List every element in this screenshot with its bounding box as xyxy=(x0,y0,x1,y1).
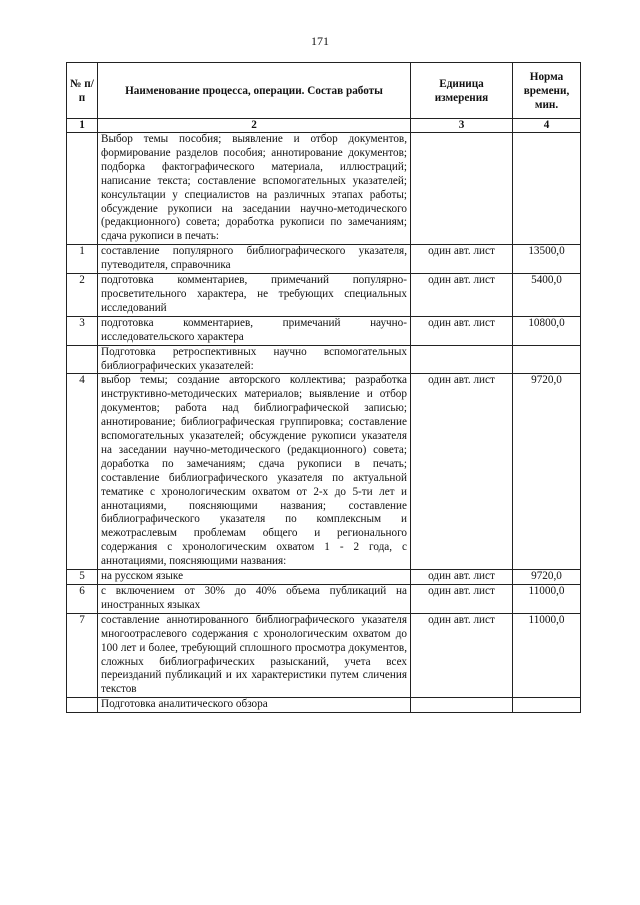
row-description: Подготовка ретроспективных научно вспомогательных библиографических указателей: xyxy=(98,345,411,374)
row-number xyxy=(67,133,98,245)
table-row xyxy=(67,698,581,713)
table-row xyxy=(67,613,581,697)
row-description: с включением от 30% до 40% объема публикаций на иностранных языках xyxy=(98,585,411,614)
row-number xyxy=(67,698,98,713)
table-row xyxy=(67,345,581,374)
table-row xyxy=(67,585,581,614)
row-unit: один авт. лист xyxy=(411,274,513,317)
row-description: составление аннотированного библиографического указателя многоотраслевого содержания с хронологическим охватом до 100 лет и более, требующий сплошного просмотра документов, сложных библиографических разысканий, учета всех переизданий публикаций и их характеристики путем сличения текстов xyxy=(98,613,411,697)
row-number: 5 xyxy=(67,570,98,585)
row-number: 7 xyxy=(67,613,98,697)
row-description: подготовка комментариев, примечаний научно-исследовательского характера xyxy=(98,316,411,345)
table-row xyxy=(67,133,581,245)
row-norm: 11000,0 xyxy=(513,613,581,697)
header-norm: Норма времени, мин. xyxy=(513,63,581,119)
norms-table xyxy=(66,62,581,713)
header-num: № п/п xyxy=(67,63,98,119)
row-number xyxy=(67,345,98,374)
row-norm: 9720,0 xyxy=(513,570,581,585)
row-description: Подготовка аналитического обзора xyxy=(98,698,411,713)
row-number: 2 xyxy=(67,274,98,317)
row-norm: 10800,0 xyxy=(513,316,581,345)
column-index-row xyxy=(67,119,581,133)
row-norm: 5400,0 xyxy=(513,274,581,317)
table-row xyxy=(67,245,581,274)
table-header-row xyxy=(67,63,581,119)
row-unit: один авт. лист xyxy=(411,570,513,585)
row-description: выбор темы; создание авторского коллектива; разработка инструктивно-методических материалов; выявление и отбор документов; работа над библиографической записью; аннотирование; библиографическая группировка; составление вспомогательных указателей; обсуждение рукописи указателя на заседании научно-методического (редакционного) совета; доработка по замечаниям; сдача рукописи в печать; составление библиографического указателя по актуальной тематике с хронологическим охватом от 2-х до 5-ти лет и аннотациями, поясняющими названия; составление библиографического указателя по комплексным и межотраслевым проблемам общего и регионального содержания с хронологическим охватом 1 - 2 года, с аннотациями, поясняющими названия: xyxy=(98,374,411,570)
row-unit: один авт. лист xyxy=(411,245,513,274)
row-number: 3 xyxy=(67,316,98,345)
row-description: на русском языке xyxy=(98,570,411,585)
row-norm xyxy=(513,133,581,245)
table-row xyxy=(67,570,581,585)
column-index: 2 xyxy=(98,119,411,133)
row-description: Выбор темы пособия; выявление и отбор документов, формирование разделов пособия; аннотирование документов; подборка фактографического материала, иллюстраций; написание текста; составление вспомогательных указателей; консультации у специалистов на различных этапах работы; обсуждение рукописи на заседании научно-методического (редакционного) совета; доработка рукописи по замечаниям; сдача рукописи в печать: xyxy=(98,133,411,245)
row-description: подготовка комментариев, примечаний популярно-просветительного характера, не требующих специальных исследований xyxy=(98,274,411,317)
table-row xyxy=(67,316,581,345)
row-norm: 11000,0 xyxy=(513,585,581,614)
row-unit: один авт. лист xyxy=(411,316,513,345)
row-norm xyxy=(513,698,581,713)
table-row xyxy=(67,374,581,570)
row-number: 6 xyxy=(67,585,98,614)
row-norm: 9720,0 xyxy=(513,374,581,570)
column-index: 3 xyxy=(411,119,513,133)
row-unit: один авт. лист xyxy=(411,585,513,614)
row-norm: 13500,0 xyxy=(513,245,581,274)
row-unit: один авт. лист xyxy=(411,613,513,697)
row-unit xyxy=(411,698,513,713)
row-unit: один авт. лист xyxy=(411,374,513,570)
column-index: 4 xyxy=(513,119,581,133)
row-unit xyxy=(411,345,513,374)
page-number: 171 xyxy=(311,34,329,48)
header-title: Наименование процесса, операции. Состав работы xyxy=(98,63,411,119)
row-number: 1 xyxy=(67,245,98,274)
row-number: 4 xyxy=(67,374,98,570)
row-description: составление популярного библиографического указателя, путеводителя, справочника xyxy=(98,245,411,274)
table-row xyxy=(67,274,581,317)
row-unit xyxy=(411,133,513,245)
header-unit: Единица измерения xyxy=(411,63,513,119)
column-index: 1 xyxy=(67,119,98,133)
row-norm xyxy=(513,345,581,374)
